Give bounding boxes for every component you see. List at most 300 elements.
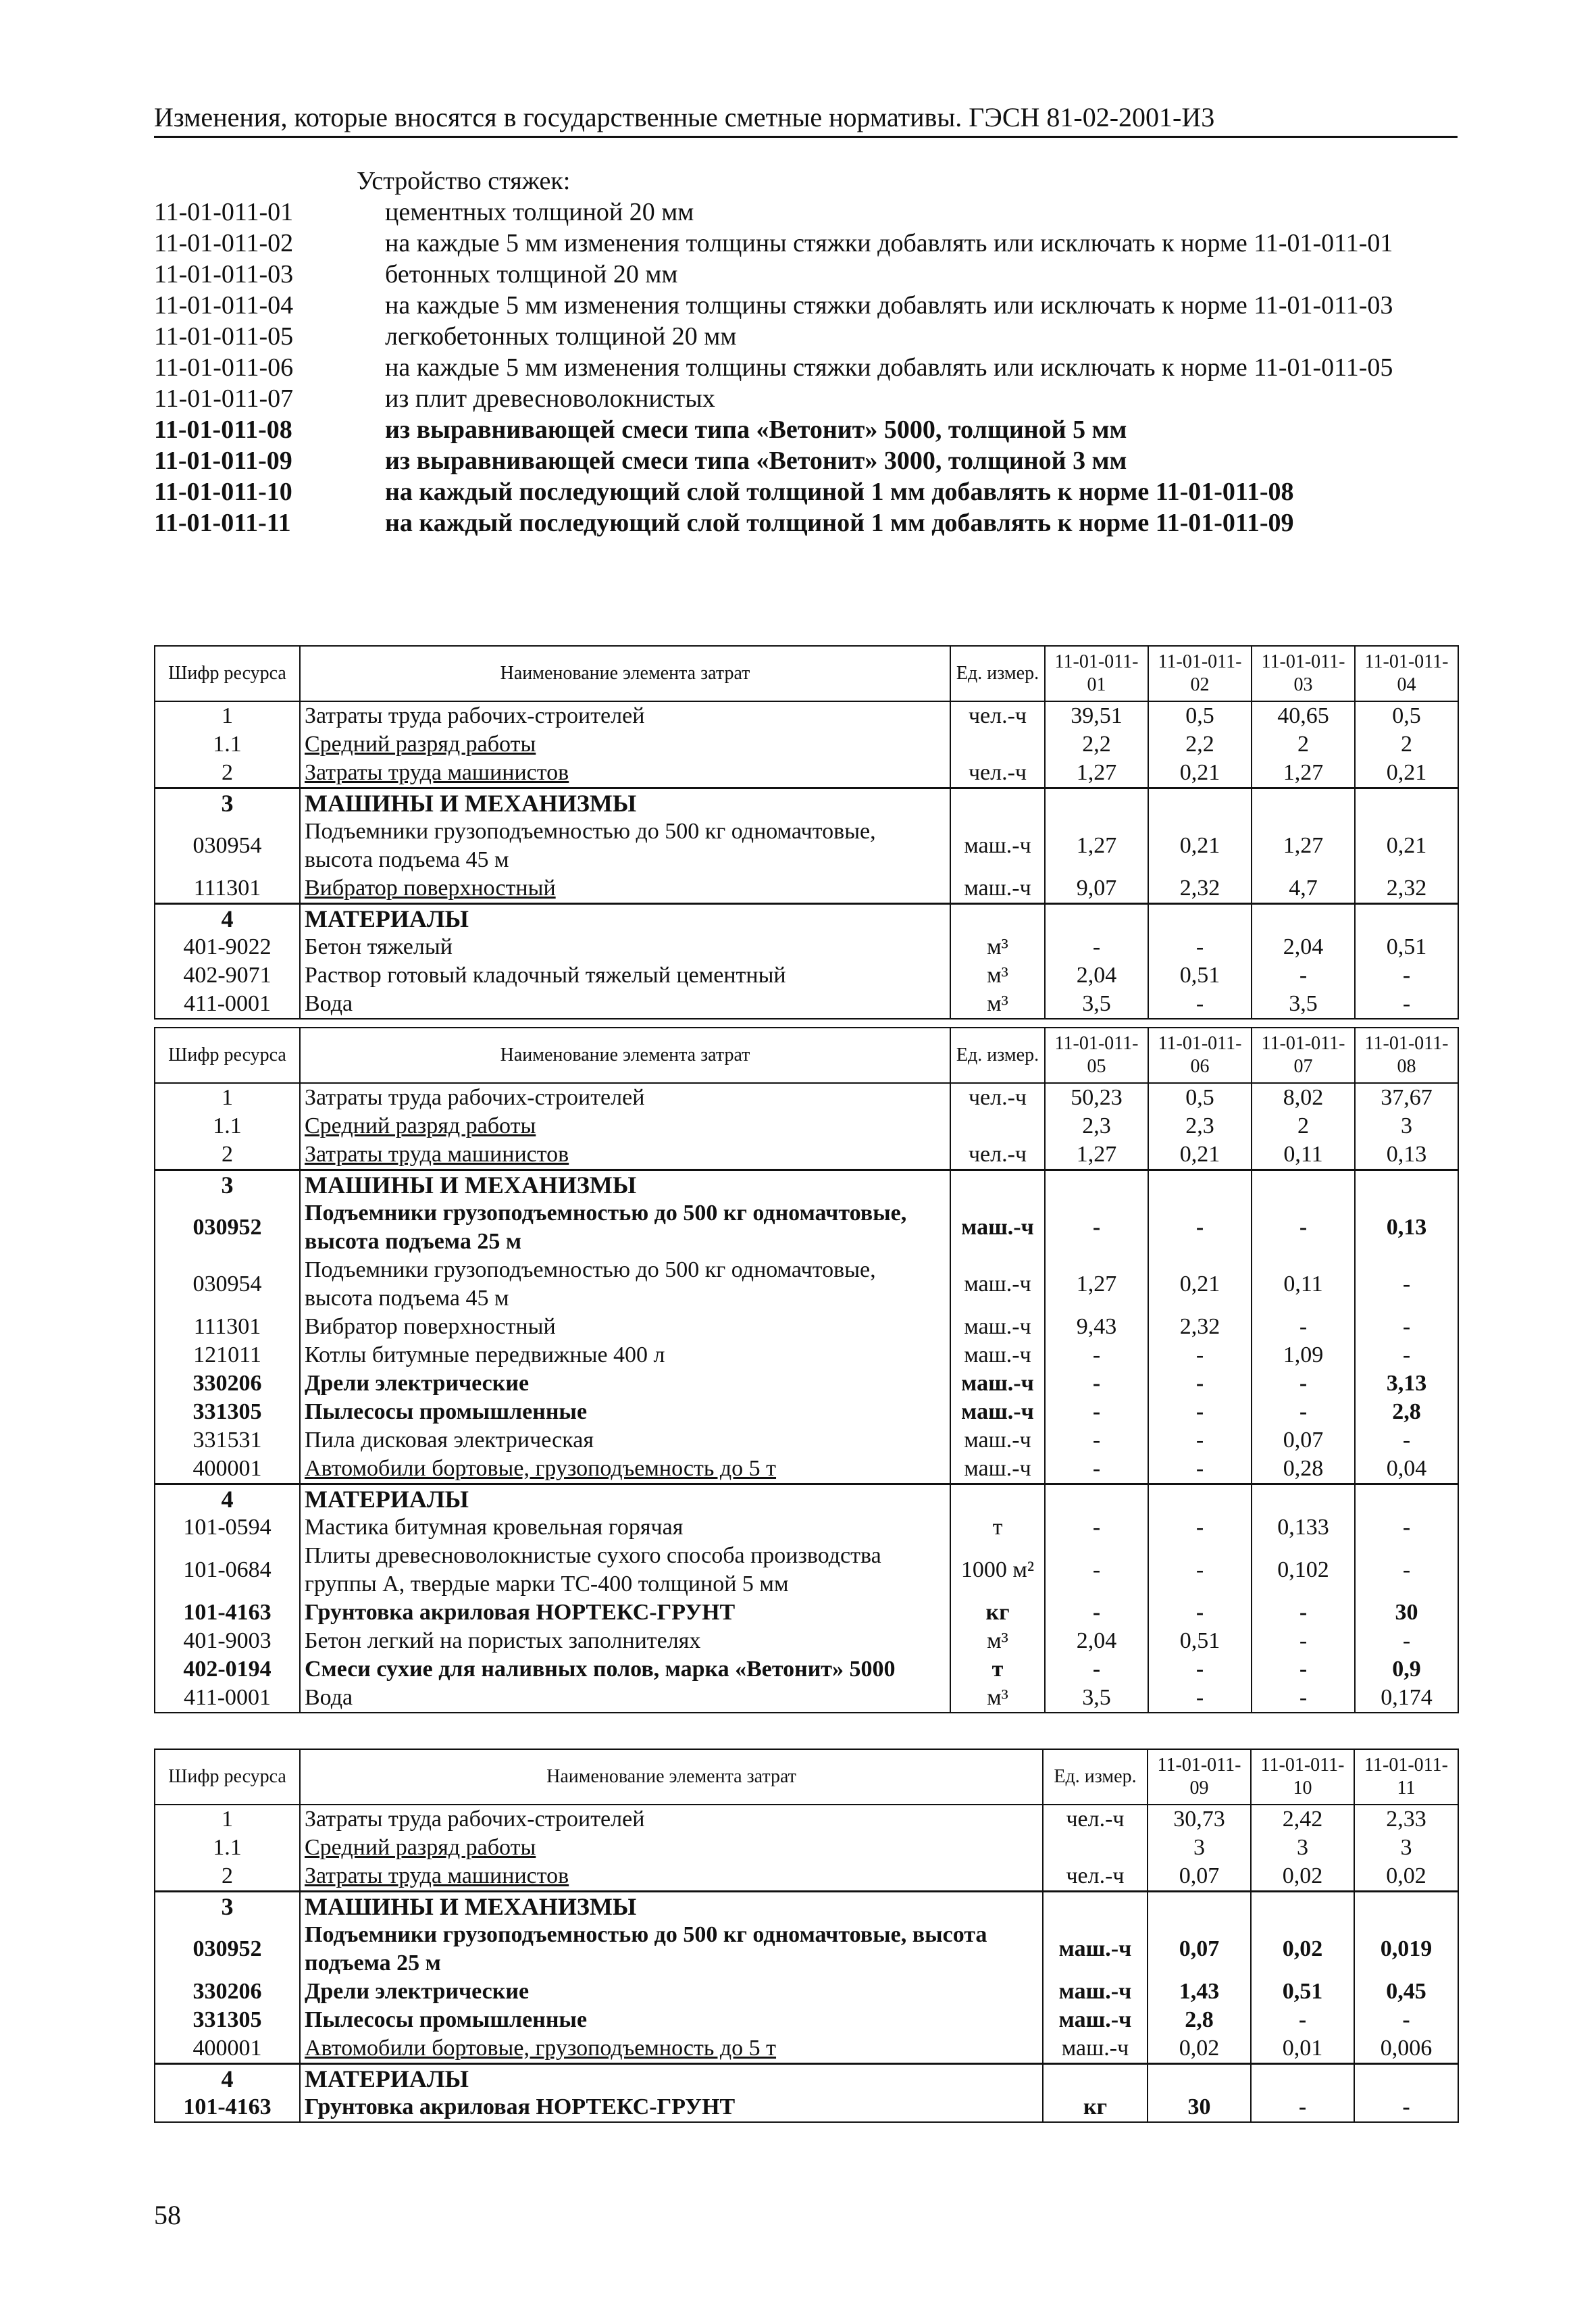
- column-header-norm: 11-01-011-03: [1252, 646, 1355, 701]
- unit-cell: маш.-ч: [1043, 1921, 1148, 1978]
- value-cell: 0,5: [1148, 701, 1252, 730]
- value-cell: 2,32: [1355, 874, 1458, 904]
- resource-code: 2: [155, 759, 300, 788]
- unit-cell: маш.-ч: [950, 1426, 1045, 1455]
- table-row: [155, 1921, 1458, 1978]
- resource-name: Затраты труда рабочих-строителей: [300, 701, 950, 730]
- table-row: [155, 1834, 1458, 1862]
- value-cell: 2,32: [1148, 874, 1252, 904]
- value-cell: [1045, 1170, 1148, 1200]
- resource-code: 4: [155, 2064, 300, 2094]
- value-cell: 0,51: [1251, 1978, 1354, 2006]
- unit-cell: маш.-ч: [950, 1341, 1045, 1369]
- unit-cell: м³: [950, 990, 1045, 1019]
- column-header-name: Наименование элемента затрат: [300, 1028, 950, 1083]
- document-header: Изменения, которые вносятся в государственные сметные нормативы. ГЭСН 81-02-2001-И3: [154, 101, 1458, 138]
- value-cell: [1045, 1484, 1148, 1514]
- value-cell: -: [1252, 1627, 1355, 1655]
- resource-name: Затраты труда машинистов: [300, 759, 950, 788]
- column-header-norm: 11-01-011-09: [1148, 1749, 1251, 1805]
- section-row: [155, 1892, 1458, 1921]
- table-row: [155, 1313, 1458, 1341]
- resource-code: 101-4163: [155, 2093, 300, 2122]
- value-cell: 3: [1355, 1112, 1458, 1140]
- value-cell: [1355, 904, 1458, 934]
- value-cell: 0,07: [1148, 1862, 1251, 1892]
- table-row: [155, 1341, 1458, 1369]
- resource-name: Мастика битумная кровельная горячая: [300, 1513, 950, 1542]
- norm-description: на каждые 5 мм изменения толщины стяжки добавлять или исключать к норме 11-01-011-05: [385, 353, 1393, 382]
- unit-cell: маш.-ч: [950, 874, 1045, 904]
- unit-cell: маш.-ч: [950, 1199, 1045, 1256]
- value-cell: 0,02: [1148, 2034, 1251, 2064]
- norm-description: легкобетонных толщиной 20 мм: [385, 322, 737, 351]
- norm-list-items: [154, 197, 1458, 538]
- table-row: [155, 2034, 1458, 2064]
- resource-name: Котлы битумные передвижные 400 л: [300, 1341, 950, 1369]
- resource-name: Подъемники грузоподъемностью до 500 кг одномачтовые, высота подъема 45 м: [300, 818, 950, 874]
- value-cell: -: [1355, 961, 1458, 990]
- norm-code: 11-01-011-05: [154, 322, 294, 351]
- value-cell: 3: [1251, 1834, 1354, 1862]
- resource-code: 331305: [155, 2006, 300, 2034]
- norm-description: из выравнивающей смеси типа «Ветонит» 5000, толщиной 5 мм: [385, 416, 1127, 444]
- resource-code: 401-9003: [155, 1627, 300, 1655]
- value-cell: -: [1355, 1627, 1458, 1655]
- value-cell: -: [1045, 1513, 1148, 1542]
- norm-item: [154, 476, 1458, 507]
- column-header-norm: 11-01-011-01: [1045, 646, 1148, 701]
- value-cell: 0,019: [1354, 1921, 1458, 1978]
- value-cell: 0,07: [1148, 1921, 1251, 1978]
- value-cell: 0,21: [1148, 1140, 1252, 1170]
- unit-cell: чел.-ч: [950, 759, 1045, 788]
- table-row: [155, 1398, 1458, 1426]
- value-cell: 30: [1355, 1599, 1458, 1627]
- resource-name: Грунтовка акриловая НОРТЕКС-ГРУНТ: [300, 2093, 1043, 2122]
- norm-item: [154, 352, 1458, 383]
- resource-name: Средний разряд работы: [300, 1834, 1043, 1862]
- table-row: [155, 1599, 1458, 1627]
- value-cell: -: [1251, 2006, 1354, 2034]
- unit-cell: маш.-ч: [950, 818, 1045, 874]
- resource-code: 101-4163: [155, 1599, 300, 1627]
- resource-code: 330206: [155, 1978, 300, 2006]
- value-cell: -: [1045, 1542, 1148, 1599]
- value-cell: 0,51: [1148, 961, 1252, 990]
- table-row: [155, 1684, 1458, 1713]
- resource-code: 030954: [155, 818, 300, 874]
- section-row: [155, 2064, 1458, 2094]
- column-header-name: Наименование элемента затрат: [300, 1749, 1043, 1805]
- value-cell: 0,5: [1355, 701, 1458, 730]
- norm-list: [154, 166, 1458, 538]
- resource-name: Затраты труда машинистов: [300, 1862, 1043, 1892]
- resource-code: 2: [155, 1862, 300, 1892]
- value-cell: 2,3: [1045, 1112, 1148, 1140]
- resource-name: Вода: [300, 1684, 950, 1713]
- norm-description: из плит древесноволокнистых: [385, 384, 715, 413]
- norm-item: [154, 290, 1458, 321]
- table-row: [155, 701, 1458, 730]
- unit-cell: маш.-ч: [950, 1313, 1045, 1341]
- value-cell: 3: [1354, 1834, 1458, 1862]
- resource-code: 101-0594: [155, 1513, 300, 1542]
- norm-description: бетонных толщиной 20 мм: [385, 260, 678, 288]
- unit-cell: м³: [950, 1627, 1045, 1655]
- value-cell: 2,8: [1148, 2006, 1251, 2034]
- value-cell: [1354, 2064, 1458, 2094]
- resource-name: Подъемники грузоподъемностью до 500 кг одномачтовые, высота подъема 25 м: [300, 1199, 950, 1256]
- table-row: [155, 818, 1458, 874]
- value-cell: 0,21: [1148, 818, 1252, 874]
- value-cell: 30: [1148, 2093, 1251, 2122]
- value-cell: 0,45: [1354, 1978, 1458, 2006]
- value-cell: 2,04: [1252, 933, 1355, 961]
- section-title: МАШИНЫ И МЕХАНИЗМЫ: [300, 1170, 950, 1200]
- table-row: [155, 1112, 1458, 1140]
- column-header-code: Шифр ресурса: [155, 1028, 300, 1083]
- value-cell: 1,27: [1045, 1256, 1148, 1313]
- value-cell: -: [1355, 1513, 1458, 1542]
- resource-name: Дрели электрические: [300, 1978, 1043, 2006]
- section-row: [155, 1170, 1458, 1200]
- section-title: МАТЕРИАЛЫ: [300, 1484, 950, 1514]
- unit-cell: маш.-ч: [950, 1369, 1045, 1398]
- norm-code: 11-01-011-10: [154, 478, 292, 506]
- unit-cell: т: [950, 1655, 1045, 1684]
- value-cell: 2,33: [1354, 1805, 1458, 1834]
- norm-description: из выравнивающей смеси типа «Ветонит» 3000, толщиной 3 мм: [385, 447, 1127, 475]
- norm-list-title: Устройство стяжек:: [357, 167, 571, 195]
- column-header-norm: 11-01-011-10: [1251, 1749, 1354, 1805]
- unit-cell: чел.-ч: [1043, 1805, 1148, 1834]
- value-cell: 0,133: [1252, 1513, 1355, 1542]
- value-cell: -: [1148, 1426, 1252, 1455]
- resource-code: 402-0194: [155, 1655, 300, 1684]
- value-cell: 2,2: [1045, 730, 1148, 759]
- column-header-unit: Ед. измер.: [950, 646, 1045, 701]
- table-row: [155, 1805, 1458, 1834]
- value-cell: 0,102: [1252, 1542, 1355, 1599]
- value-cell: -: [1355, 1341, 1458, 1369]
- value-cell: -: [1045, 1341, 1148, 1369]
- norm-code: 11-01-011-07: [154, 384, 294, 413]
- unit-cell: т: [950, 1513, 1045, 1542]
- value-cell: 0,21: [1355, 759, 1458, 788]
- resource-code: 1.1: [155, 1112, 300, 1140]
- value-cell: 3,5: [1045, 1684, 1148, 1713]
- resource-code: 411-0001: [155, 1684, 300, 1713]
- value-cell: 0,13: [1355, 1199, 1458, 1256]
- resource-code: 030952: [155, 1921, 300, 1978]
- table-row: [155, 1256, 1458, 1313]
- table-row: [155, 990, 1458, 1019]
- resource-name: Бетон легкий на пористых заполнителях: [300, 1627, 950, 1655]
- unit-cell: [1043, 1892, 1148, 1921]
- unit-cell: [950, 788, 1045, 818]
- value-cell: -: [1252, 1199, 1355, 1256]
- value-cell: 1,09: [1252, 1341, 1355, 1369]
- resource-name: Пила дисковая электрическая: [300, 1426, 950, 1455]
- resource-name: Затраты труда рабочих-строителей: [300, 1083, 950, 1112]
- value-cell: 2,42: [1251, 1805, 1354, 1834]
- norm-item: [154, 445, 1458, 476]
- value-cell: 39,51: [1045, 701, 1148, 730]
- value-cell: -: [1355, 1426, 1458, 1455]
- resource-code: 4: [155, 1484, 300, 1514]
- resource-name: Грунтовка акриловая НОРТЕКС-ГРУНТ: [300, 1599, 950, 1627]
- value-cell: 0,21: [1148, 1256, 1252, 1313]
- resource-code: 402-9071: [155, 961, 300, 990]
- resource-code: 1: [155, 1083, 300, 1112]
- column-header-unit: Ед. измер.: [950, 1028, 1045, 1083]
- norm-item: [154, 383, 1458, 414]
- value-cell: -: [1148, 1655, 1252, 1684]
- value-cell: [1045, 904, 1148, 934]
- value-cell: 3,13: [1355, 1369, 1458, 1398]
- value-cell: [1148, 1484, 1252, 1514]
- value-cell: [1148, 904, 1252, 934]
- resource-name: Вода: [300, 990, 950, 1019]
- value-cell: -: [1148, 1369, 1252, 1398]
- resource-name: Средний разряд работы: [300, 730, 950, 759]
- resource-code: 121011: [155, 1341, 300, 1369]
- value-cell: 0,04: [1355, 1455, 1458, 1484]
- value-cell: 2: [1355, 730, 1458, 759]
- value-cell: [1252, 904, 1355, 934]
- table-row: [155, 1627, 1458, 1655]
- resource-name: Плиты древесноволокнистые сухого способа производства группы А, твердые марки ТС-400 толщиной 5 мм: [300, 1542, 950, 1599]
- value-cell: 37,67: [1355, 1083, 1458, 1112]
- value-cell: [1148, 788, 1252, 818]
- value-cell: 0,02: [1251, 1921, 1354, 1978]
- table-row: [155, 933, 1458, 961]
- value-cell: 0,01: [1251, 2034, 1354, 2064]
- resource-name: Автомобили бортовые, грузоподъемность до 5 т: [300, 2034, 1043, 2064]
- resource-name: Затраты труда рабочих-строителей: [300, 1805, 1043, 1834]
- norm-description: на каждые 5 мм изменения толщины стяжки добавлять или исключать к норме 11-01-011-03: [385, 291, 1393, 320]
- value-cell: 0,51: [1355, 933, 1458, 961]
- value-cell: -: [1251, 2093, 1354, 2122]
- value-cell: 30,73: [1148, 1805, 1251, 1834]
- norm-description: цементных толщиной 20 мм: [385, 198, 694, 226]
- column-header-norm: 11-01-011-08: [1355, 1028, 1458, 1083]
- norm-item: [154, 259, 1458, 290]
- unit-cell: маш.-ч: [1043, 2006, 1148, 2034]
- value-cell: [1354, 1892, 1458, 1921]
- resource-code: 1: [155, 1805, 300, 1834]
- norm-code: 11-01-011-06: [154, 353, 294, 382]
- value-cell: -: [1148, 1199, 1252, 1256]
- unit-cell: [950, 904, 1045, 934]
- value-cell: -: [1148, 1398, 1252, 1426]
- resource-code: 111301: [155, 1313, 300, 1341]
- section-title: МАШИНЫ И МЕХАНИЗМЫ: [300, 1892, 1043, 1921]
- value-cell: -: [1045, 1455, 1148, 1484]
- unit-cell: [1043, 2064, 1148, 2094]
- unit-cell: м³: [950, 1684, 1045, 1713]
- table-row: [155, 1978, 1458, 2006]
- value-cell: -: [1148, 990, 1252, 1019]
- value-cell: -: [1148, 1542, 1252, 1599]
- value-cell: -: [1355, 1313, 1458, 1341]
- table-row: [155, 2093, 1458, 2122]
- value-cell: -: [1354, 2093, 1458, 2122]
- value-cell: 1,27: [1252, 759, 1355, 788]
- section-row: [155, 788, 1458, 818]
- value-cell: 0,006: [1354, 2034, 1458, 2064]
- value-cell: 0,07: [1252, 1426, 1355, 1455]
- resource-code: 3: [155, 1892, 300, 1921]
- value-cell: 0,02: [1354, 1862, 1458, 1892]
- norm-description: на каждые 5 мм изменения толщины стяжки добавлять или исключать к норме 11-01-011-01: [385, 229, 1393, 257]
- unit-cell: м³: [950, 961, 1045, 990]
- value-cell: 0,21: [1148, 759, 1252, 788]
- unit-cell: м³: [950, 933, 1045, 961]
- norm-item: [154, 228, 1458, 259]
- value-cell: [1251, 2064, 1354, 2094]
- resource-name: Пылесосы промышленные: [300, 2006, 1043, 2034]
- unit-cell: [950, 1170, 1045, 1200]
- value-cell: 1,27: [1045, 759, 1148, 788]
- value-cell: 0,11: [1252, 1140, 1355, 1170]
- resource-name: Раствор готовый кладочный тяжелый цементный: [300, 961, 950, 990]
- norm-item: [154, 507, 1458, 538]
- norm-item: [154, 414, 1458, 445]
- resource-table-3: [154, 1749, 1459, 2123]
- value-cell: [1045, 788, 1148, 818]
- value-cell: 0,9: [1355, 1655, 1458, 1684]
- value-cell: 0,11: [1252, 1256, 1355, 1313]
- resource-name: Бетон тяжелый: [300, 933, 950, 961]
- norm-item: [154, 197, 1458, 228]
- value-cell: 1,27: [1045, 818, 1148, 874]
- resource-code: 1: [155, 701, 300, 730]
- resource-code: 101-0684: [155, 1542, 300, 1599]
- table-row: [155, 1455, 1458, 1484]
- value-cell: [1355, 1484, 1458, 1514]
- column-header-norm: 11-01-011-11: [1354, 1749, 1458, 1805]
- table-row: [155, 961, 1458, 990]
- value-cell: -: [1045, 1599, 1148, 1627]
- value-cell: 2: [1252, 1112, 1355, 1140]
- norm-item: [154, 321, 1458, 352]
- value-cell: -: [1355, 1256, 1458, 1313]
- value-cell: [1252, 788, 1355, 818]
- value-cell: -: [1045, 1199, 1148, 1256]
- resource-name: Подъемники грузоподъемностью до 500 кг одномачтовые, высота подъема 45 м: [300, 1256, 950, 1313]
- value-cell: -: [1252, 1684, 1355, 1713]
- column-header-norm: 11-01-011-07: [1252, 1028, 1355, 1083]
- resource-code: 2: [155, 1140, 300, 1170]
- value-cell: 1,27: [1045, 1140, 1148, 1170]
- column-header-norm: 11-01-011-05: [1045, 1028, 1148, 1083]
- unit-cell: [1043, 1834, 1148, 1862]
- resource-code: 111301: [155, 874, 300, 904]
- resource-name: Вибратор поверхностный: [300, 874, 950, 904]
- value-cell: [1252, 1484, 1355, 1514]
- unit-cell: [950, 1484, 1045, 1514]
- value-cell: [1251, 1892, 1354, 1921]
- norm-code: 11-01-011-11: [154, 509, 291, 537]
- resource-code: 400001: [155, 1455, 300, 1484]
- unit-cell: чел.-ч: [950, 1140, 1045, 1170]
- column-header-unit: Ед. измер.: [1043, 1749, 1148, 1805]
- value-cell: -: [1148, 933, 1252, 961]
- value-cell: -: [1252, 1599, 1355, 1627]
- value-cell: 2,32: [1148, 1313, 1252, 1341]
- resource-code: 3: [155, 788, 300, 818]
- unit-cell: чел.-ч: [950, 1083, 1045, 1112]
- value-cell: -: [1252, 961, 1355, 990]
- value-cell: 0,28: [1252, 1455, 1355, 1484]
- resource-name: Смеси сухие для наливных полов, марка «Ветонит» 5000: [300, 1655, 950, 1684]
- value-cell: [1252, 1170, 1355, 1200]
- resource-code: 411-0001: [155, 990, 300, 1019]
- page-number: 58: [154, 2200, 181, 2230]
- unit-cell: чел.-ч: [950, 701, 1045, 730]
- resource-code: 030954: [155, 1256, 300, 1313]
- column-header-norm: 11-01-011-04: [1355, 646, 1458, 701]
- unit-cell: [950, 1112, 1045, 1140]
- value-cell: [1148, 1170, 1252, 1200]
- unit-cell: маш.-ч: [950, 1256, 1045, 1313]
- norm-code: 11-01-011-02: [154, 229, 294, 257]
- value-cell: [1148, 2064, 1251, 2094]
- column-header-norm: 11-01-011-02: [1148, 646, 1252, 701]
- value-cell: -: [1252, 1398, 1355, 1426]
- value-cell: 0,13: [1355, 1140, 1458, 1170]
- unit-cell: [950, 730, 1045, 759]
- value-cell: -: [1045, 1426, 1148, 1455]
- resource-name: Пылесосы промышленные: [300, 1398, 950, 1426]
- table-row: [155, 874, 1458, 904]
- resource-code: 330206: [155, 1369, 300, 1398]
- table-row: [155, 1140, 1458, 1170]
- resource-name: Вибратор поверхностный: [300, 1313, 950, 1341]
- unit-cell: 1000 м²: [950, 1542, 1045, 1599]
- value-cell: 2: [1252, 730, 1355, 759]
- norm-code: 11-01-011-09: [154, 447, 292, 475]
- value-cell: 1,27: [1252, 818, 1355, 874]
- table-row: [155, 2006, 1458, 2034]
- value-cell: -: [1045, 1655, 1148, 1684]
- norm-code: 11-01-011-08: [154, 416, 292, 444]
- value-cell: 2,2: [1148, 730, 1252, 759]
- resource-code: 1.1: [155, 1834, 300, 1862]
- resource-code: 401-9022: [155, 933, 300, 961]
- value-cell: -: [1045, 1398, 1148, 1426]
- value-cell: 2,04: [1045, 961, 1148, 990]
- norm-description: на каждый последующий слой толщиной 1 мм добавлять к норме 11-01-011-09: [385, 509, 1294, 537]
- column-header-name: Наименование элемента затрат: [300, 646, 950, 701]
- value-cell: 0,174: [1355, 1684, 1458, 1713]
- resource-name: Средний разряд работы: [300, 1112, 950, 1140]
- column-header-norm: 11-01-011-06: [1148, 1028, 1252, 1083]
- value-cell: 50,23: [1045, 1083, 1148, 1112]
- value-cell: 9,07: [1045, 874, 1148, 904]
- resource-code: 030952: [155, 1199, 300, 1256]
- unit-cell: кг: [1043, 2093, 1148, 2122]
- table-row: [155, 1655, 1458, 1684]
- resource-code: 3: [155, 1170, 300, 1200]
- table-row: [155, 1542, 1458, 1599]
- value-cell: -: [1148, 1513, 1252, 1542]
- table-row: [155, 759, 1458, 788]
- resource-code: 331305: [155, 1398, 300, 1426]
- value-cell: 8,02: [1252, 1083, 1355, 1112]
